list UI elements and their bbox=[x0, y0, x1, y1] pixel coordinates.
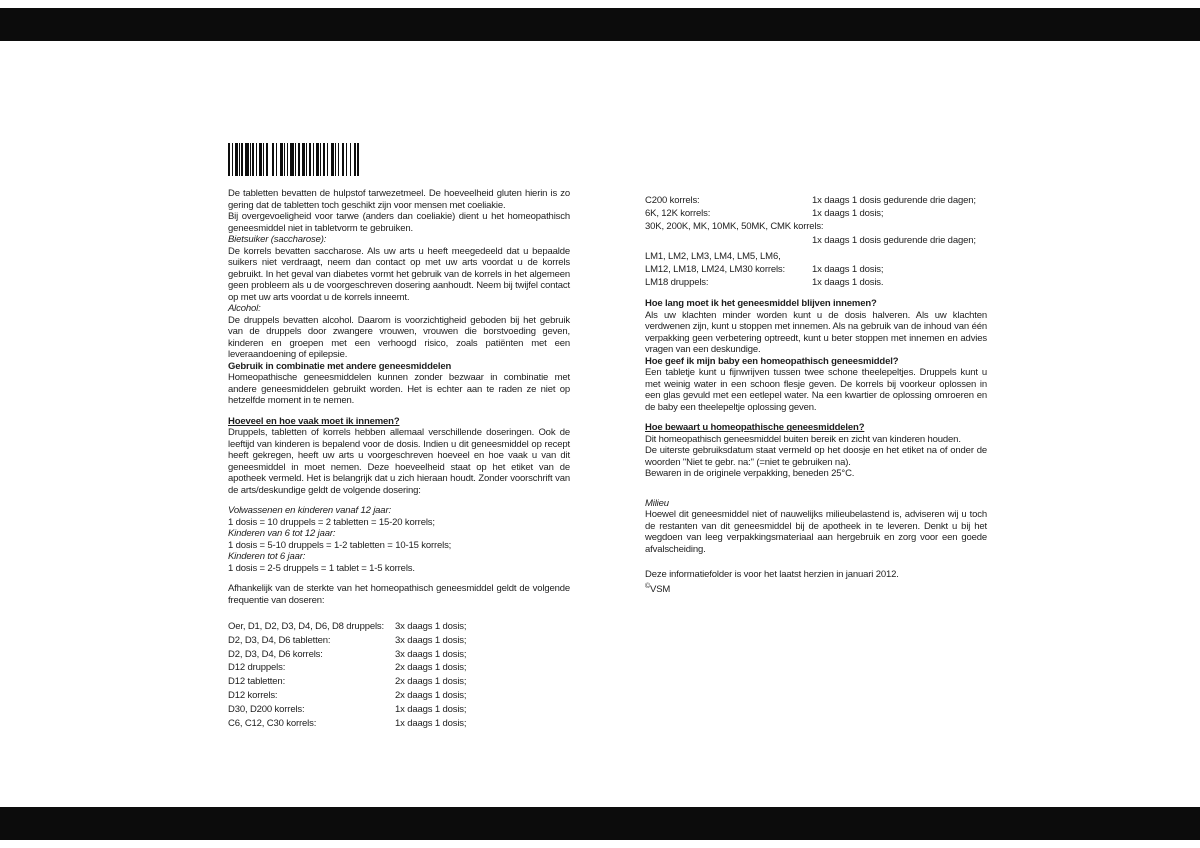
row-label: D2, D3, D4, D6 korrels: bbox=[228, 648, 323, 660]
row-value: 3x daags 1 dosis; bbox=[395, 621, 467, 632]
table-row bbox=[228, 648, 570, 662]
footer-copyright bbox=[645, 581, 987, 596]
row-label: D12 tabletten: bbox=[228, 676, 286, 688]
paragraph-hoeveel: Druppels, tabletten of korrels hebben allemaal verschillende doseringen. Ook de leeftijd van kinderen is bepalend voor de dosis. Indien u dit geneesmiddel op recept heeft gekregen, heeft uw arts u voorgeschreven hoeveel en hoe vaak u van dit geneesmiddel in moet nemen. Deze hoeveelheid staat op het etiket van de apotheek vermeld. Het is belangrijk dat u zich hieraan houdt. Zonder voorschrift van de arts/deskundige geldt de volgende dosering: bbox=[228, 427, 570, 496]
row-value: 1x daags 1 dosis; bbox=[395, 703, 467, 715]
row-value: 1x daags 1 dosis gedurende drie dagen; bbox=[812, 195, 976, 206]
paragraph-afhankelijk: Afhankelijk van de sterkte van het homeopathisch geneesmiddel geldt de volgende frequentie van doseren: bbox=[228, 583, 570, 606]
heading-milieu: Milieu bbox=[645, 497, 669, 509]
table-row bbox=[228, 620, 570, 634]
heading-combinatie: Gebruik in combinatie met andere geneesmiddelen bbox=[228, 360, 452, 372]
paragraph-bewaart-3: Bewaren in de originele verpakking, beneden 25°C. bbox=[645, 468, 855, 480]
paragraph-gluten: De tabletten bevatten de hulpstof tarwezetmeel. De hoeveelheid gluten hierin is zo gering dat de tabletten toch geschikt zijn voor mensen met coeliakie. bbox=[228, 188, 570, 211]
dose-age-value: 1 dosis = 5-10 druppels = 1-2 tabletten = 10-15 korrels; bbox=[228, 539, 452, 551]
dose-frequency-table-k bbox=[645, 194, 987, 289]
row-label: C6, C12, C30 korrels: bbox=[228, 717, 317, 729]
heading-hoelang: Hoe lang moet ik het geneesmiddel blijven innemen? bbox=[645, 298, 877, 310]
table-row bbox=[645, 263, 987, 276]
paragraph-combinatie: Homeopathische geneesmiddelen kunnen zonder bezwaar in combinatie met andere geneesmiddelen gebruikt worden. Het is echter aan te raden ze niet op hetzelfde moment in te nemen. bbox=[228, 372, 570, 406]
row-label: C200 korrels: bbox=[645, 195, 700, 206]
paragraph-bewaart-2: De uiterste gebruiksdatum staat vermeld op het doosje en het etiket na of onder de woorden "Niet te gebr. na:" (=niet te gebruiken na). bbox=[645, 445, 987, 468]
row-label: D12 druppels: bbox=[228, 662, 286, 674]
row-label: D2, D3, D4, D6 tabletten: bbox=[228, 634, 331, 646]
row-label: 6K, 12K korrels: bbox=[645, 208, 711, 220]
row-label: 30K, 200K, MK, 10MK, 50MK, CMK korrels: bbox=[645, 221, 824, 233]
table-row bbox=[645, 194, 987, 207]
row-value bbox=[812, 250, 987, 263]
row-label: D12 korrels: bbox=[228, 689, 278, 701]
table-row bbox=[228, 675, 570, 689]
table-row bbox=[228, 717, 570, 731]
row-value: 2x daags 1 dosis; bbox=[395, 676, 467, 688]
paragraph-milieu: Hoewel dit geneesmiddel niet of nauwelijks milieubelastend is, adviseren wij u toch de restanten van dit geneesmiddel bij de apotheek in te leveren. Denkt u bij het wegdoen van leeg verpakkingsmateriaal aan hergebruik en zorg voor een goede afvalscheiding. bbox=[645, 509, 987, 555]
row-value: 1x daags 1 dosis gedurende drie dagen; bbox=[812, 234, 976, 246]
row-value: 2x daags 1 dosis; bbox=[395, 662, 467, 674]
heading-bewaart: Hoe bewaart u homeopathische geneesmiddelen? bbox=[645, 422, 865, 434]
heading-baby: Hoe geef ik mijn baby een homeopathisch geneesmiddel? bbox=[645, 355, 899, 367]
heading-hoeveel: Hoeveel en hoe vaak moet ik innemen? bbox=[228, 415, 400, 427]
table-row bbox=[645, 234, 987, 247]
row-value bbox=[812, 220, 987, 233]
table-row bbox=[645, 276, 987, 289]
row-label: LM18 druppels: bbox=[645, 277, 709, 289]
copyright-symbol: © bbox=[645, 582, 651, 590]
paragraph-bewaart-1: Dit homeopathisch geneesmiddel buiten bereik en zicht van kinderen houden. bbox=[645, 433, 961, 445]
row-label: LM12, LM18, LM24, LM30 korrels: bbox=[645, 264, 786, 276]
heading-alcohol: Alcohol: bbox=[228, 303, 261, 314]
table-row bbox=[228, 689, 570, 703]
table-row bbox=[645, 220, 987, 233]
dose-by-age-list bbox=[228, 505, 570, 574]
right-column bbox=[645, 194, 987, 596]
row-label: D30, D200 korrels: bbox=[228, 703, 305, 715]
row-value: 3x daags 1 dosis; bbox=[395, 648, 467, 660]
paragraph-saccharose: De korrels bevatten saccharose. Als uw arts u heeft meegedeeld dat u bepaalde suikers niet verdraagt, neem dan contact op met uw arts voordat u de korrels gebruikt. In het geval van diabetes vormt het gebruik van de korrels in het algemeen geen probleem als u de voorgeschreven dosering aanhoudt. Neem bij twijfel contact op met uw arts voordat u de korrels inneemt. bbox=[228, 245, 570, 303]
heading-bietsuiker: Bietsuiker (saccharose): bbox=[228, 234, 327, 245]
row-value: 1x daags 1 dosis; bbox=[812, 208, 884, 220]
table-row bbox=[645, 207, 987, 220]
paragraph-tarwe: Bij overgevoeligheid voor tarwe (anders dan coeliakie) dient u het homeopathisch geneesmiddel niet in tabletvorm te gebruiken. bbox=[228, 211, 570, 234]
paragraph-alcohol: De druppels bevatten alcohol. Daarom is voorzichtigheid geboden bij het gebruik van de druppels door zwangere vrouwen, vrouwen die borstvoeding geven, kinderen en groepen met een verhoogd risico, zoals patiënten met een leveraandoening of epilepsie. bbox=[228, 314, 570, 360]
dose-age-label: Volwassenen en kinderen vanaf 12 jaar: bbox=[228, 505, 391, 516]
copyright-name: VSM bbox=[650, 584, 671, 596]
dose-age-value: 1 dosis = 2-5 druppels = 1 tablet = 1-5 korrels. bbox=[228, 562, 415, 574]
row-value: 2x daags 1 dosis; bbox=[395, 689, 467, 701]
row-value: 3x daags 1 dosis; bbox=[395, 634, 467, 646]
scan-edge-top bbox=[0, 8, 1200, 41]
row-value: 1x daags 1 dosis; bbox=[395, 717, 467, 729]
row-value: 1x daags 1 dosis. bbox=[812, 277, 884, 289]
table-row bbox=[228, 703, 570, 717]
row-label bbox=[645, 234, 812, 247]
scan-edge-bottom bbox=[0, 807, 1200, 840]
barcode-image bbox=[228, 143, 359, 176]
footer-revision: Deze informatiefolder is voor het laatst herzien in januari 2012. bbox=[645, 569, 899, 581]
paragraph-baby: Een tabletje kunt u fijnwrijven tussen twee schone theelepeltjes. Druppels kunt u met weinig water in een schoon flesje geven. De korrels bij voorkeur oplossen in een glas gevuld met een eetlepel water. Na een kwartier de oplossing omroeren en de baby een theelepeltje oplossing geven. bbox=[645, 367, 987, 413]
table-row bbox=[645, 250, 987, 263]
table-row bbox=[228, 634, 570, 648]
dose-age-label: Kinderen tot 6 jaar: bbox=[228, 551, 306, 562]
dose-age-label: Kinderen van 6 tot 12 jaar: bbox=[228, 528, 336, 539]
left-column bbox=[228, 188, 570, 730]
dose-frequency-table bbox=[228, 620, 570, 730]
row-value: 1x daags 1 dosis; bbox=[812, 264, 884, 276]
row-label: LM1, LM2, LM3, LM4, LM5, LM6, bbox=[645, 250, 781, 262]
paragraph-hoelang: Als uw klachten minder worden kunt u de dosis halveren. Als uw klachten verdwenen zijn, kunt u stoppen met innemen. Als na gebruik van de inhoud van één verpakking geen verbetering optreedt, kunt u beter stoppen met innemen en advies vragen van een deskundige. bbox=[645, 309, 987, 356]
table-row bbox=[228, 661, 570, 675]
dose-age-value: 1 dosis = 10 druppels = 2 tabletten = 15-20 korrels; bbox=[228, 516, 435, 528]
row-label: Oer, D1, D2, D3, D4, D6, D8 druppels: bbox=[228, 621, 385, 632]
